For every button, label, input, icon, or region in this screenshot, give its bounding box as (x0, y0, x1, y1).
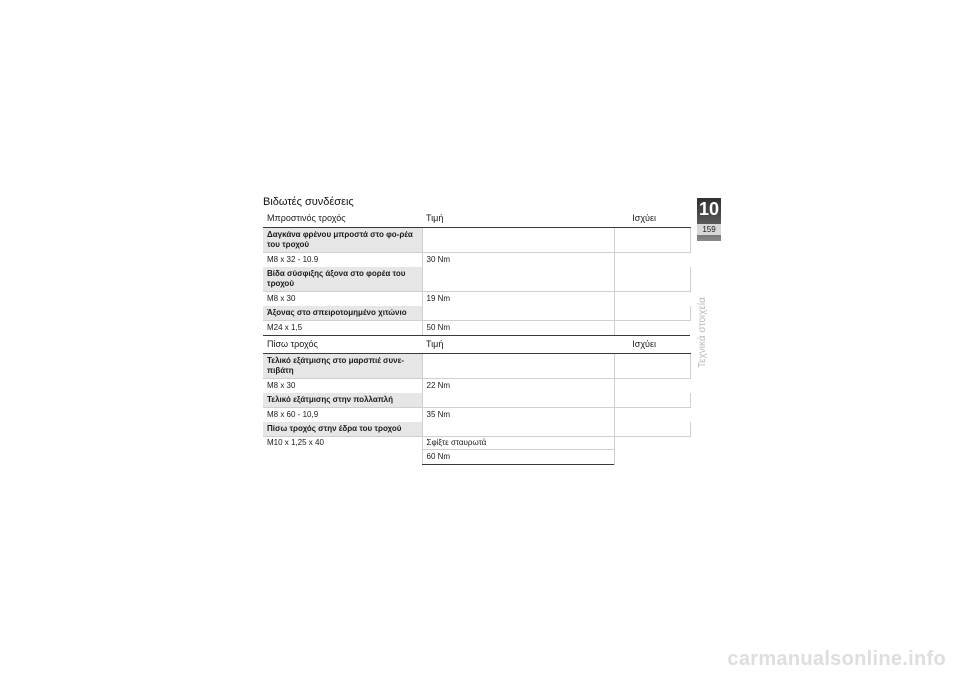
section-title: Βιδωτές συνδέσεις (263, 196, 354, 208)
table-row (263, 408, 690, 423)
chapter-number: 10 (698, 199, 720, 219)
connection-spec: M8 x 30 (263, 379, 422, 394)
table-row (263, 253, 690, 268)
torque-note: Σφίξτε σταυρωτά (422, 437, 614, 450)
table-row (263, 306, 690, 321)
table-row (263, 422, 690, 437)
rear-wheel-header-name: Πίσω τροχός (263, 336, 422, 354)
torque-value: 60 Nm (422, 450, 614, 465)
connection-name: Πίσω τροχός στην έδρα του τροχού (263, 422, 422, 437)
connection-name: Τελικό εξάτμισης στην πολλαπλή (263, 393, 422, 408)
connection-spec: M8 x 60 - 10,9 (263, 408, 422, 423)
rear-wheel-header-value: Τιμή (422, 336, 614, 354)
table-row (263, 437, 690, 450)
chapter-label: Τεχνικά στοιχεία (697, 297, 708, 368)
table-row (263, 292, 690, 307)
front-wheel-header (263, 210, 690, 228)
connection-name: Τελικό εξάτμισης στο μαρσπιέ συνε-πιβάτη (263, 354, 422, 379)
table-row (263, 393, 690, 408)
torque-value: 30 Nm (422, 253, 614, 268)
table-row (263, 267, 690, 292)
torque-value: 50 Nm (422, 321, 614, 336)
front-wheel-header-valid: Ισχύει (614, 210, 690, 228)
torque-value: 22 Nm (422, 379, 614, 394)
table-row (263, 321, 690, 336)
chapter-tab (697, 198, 721, 241)
connection-spec: M10 x 1,25 x 40 (263, 437, 422, 465)
watermark: carmanualsonline.info (727, 648, 946, 670)
connection-name: Δαγκάνα φρένου μπροστά στο φο-ρέα του τροχού (263, 228, 422, 253)
page-number: 159 (697, 224, 721, 235)
torque-spec-table (263, 210, 691, 465)
connection-name: Άξονας στο σπειροτομημένο χιτώνιο (263, 306, 422, 321)
connection-name: Βίδα σύσφιξης άξονα στο φορέα του τροχού (263, 267, 422, 292)
torque-value: 19 Nm (422, 292, 614, 307)
rear-wheel-header-valid: Ισχύει (614, 336, 690, 354)
front-wheel-header-name: Μπροστινός τροχός (263, 210, 422, 228)
connection-spec: M8 x 30 (263, 292, 422, 307)
rear-wheel-header (263, 336, 690, 354)
connection-spec: M8 x 32 - 10.9 (263, 253, 422, 268)
table-row (263, 228, 690, 253)
front-wheel-header-value: Τιμή (422, 210, 614, 228)
table-row (263, 354, 690, 379)
torque-value: 35 Nm (422, 408, 614, 423)
connection-spec: M24 x 1,5 (263, 321, 422, 336)
table-row (263, 379, 690, 394)
